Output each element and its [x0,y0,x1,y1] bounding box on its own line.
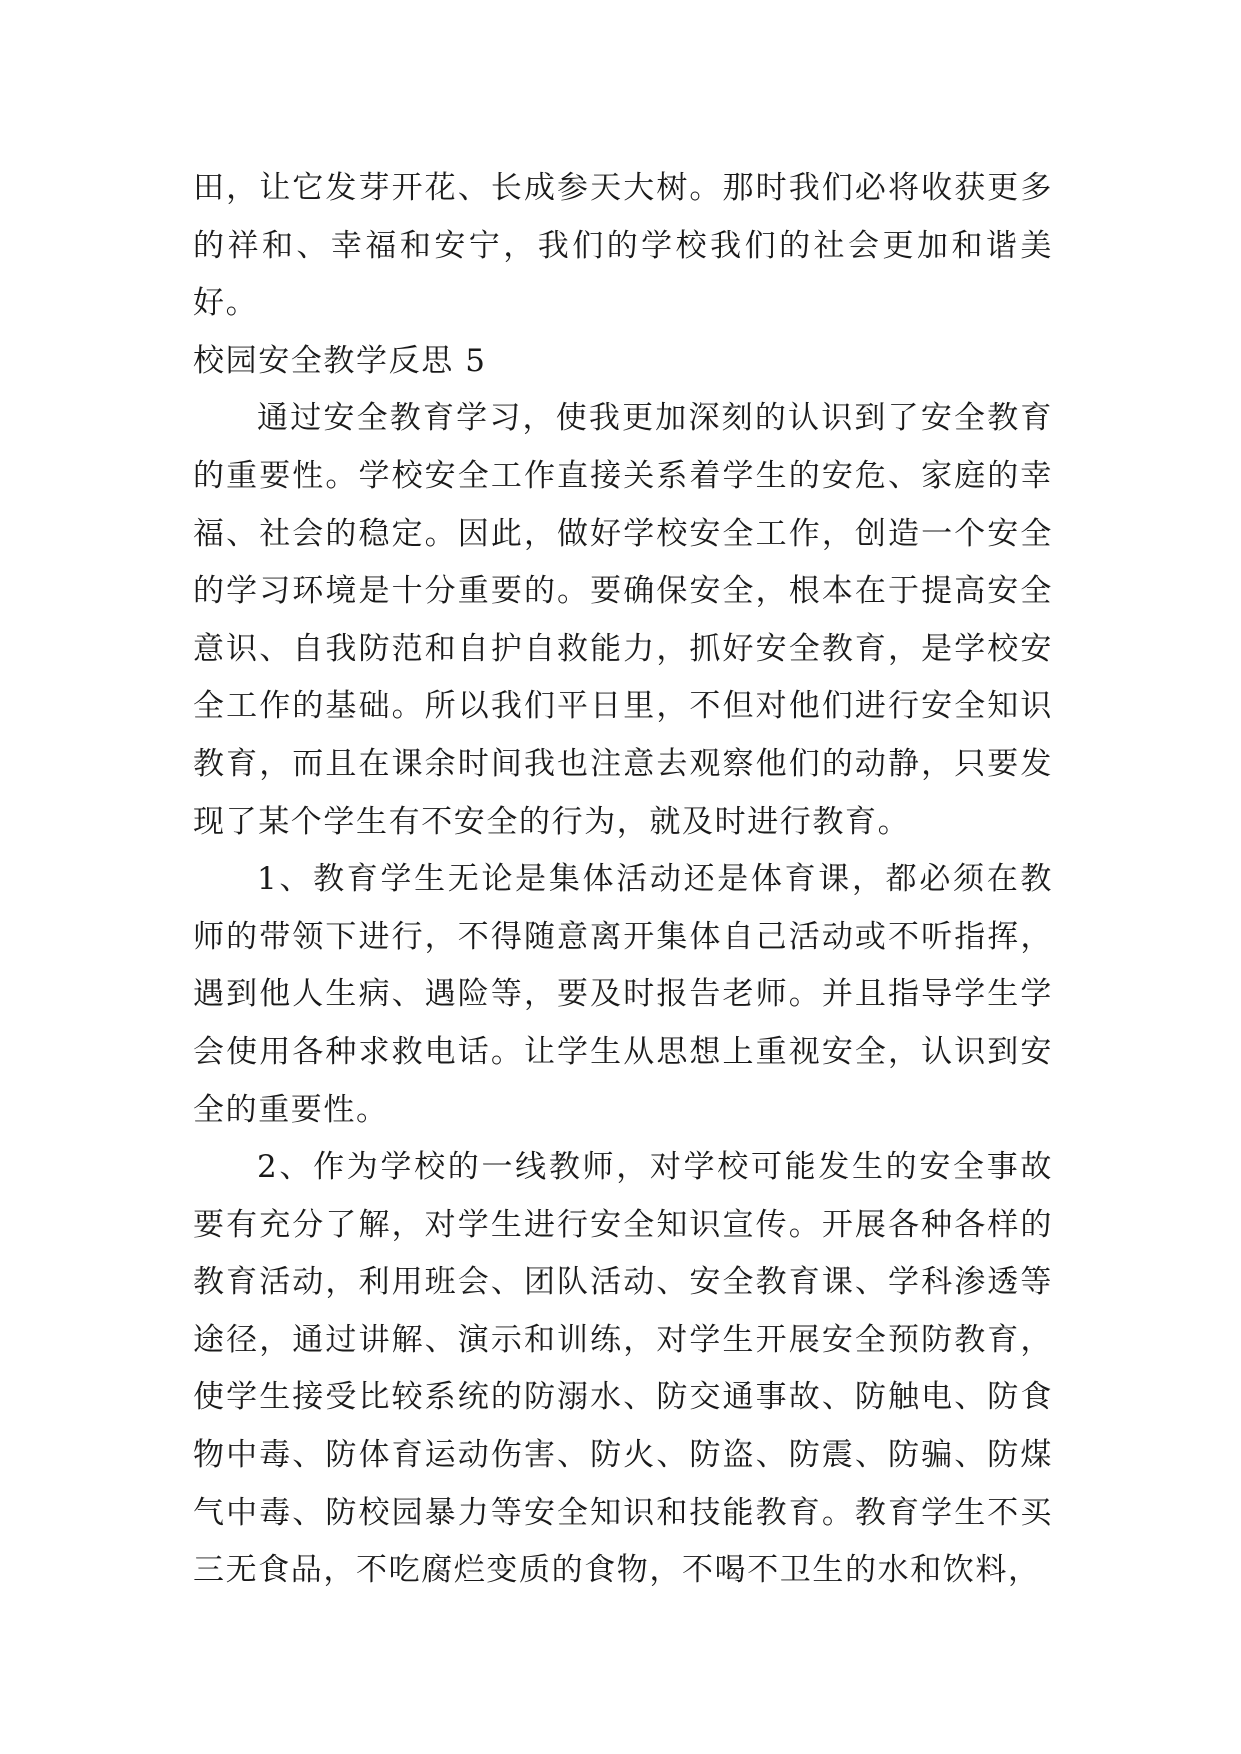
paragraph-intro: 通过安全教育学习，使我更加深刻的认识到了安全教育的重要性。学校安全工作直接关系着学生的安危、家庭的幸福、社会的稳定。因此，做好学校安全工作，创造一个安全的学习环境是十分重要的。要确保安全，根本在于提高安全意识、自我防范和自护自救能力，抓好安全教育，是学校安全工作的基础。所以我们平日里，不但对他们进行安全知识教育，而且在课余时间我也注意去观察他们的动静，只要发现了某个学生有不安全的行为，就及时进行教育。 [193,400,1053,840]
paragraph-point-2: 2、作为学校的一线教师，对学校可能发生的安全事故要有充分了解，对学生进行安全知识宣传。开展各种各样的教育活动，利用班会、团队活动、安全教育课、学科渗透等途径，通过讲解、演示和训练，对学生开展安全预防教育，使学生接受比较系统的防溺水、防交通事故、防触电、防食物中毒、防体育运动伤害、防火、防盗、防震、防骗、防煤气中毒、防校园暴力等安全知识和技能教育。教育学生不买三无食品，不吃腐烂变质的食物，不喝不卫生的水和饮料， [193,1149,1053,1589]
section-heading: 校园安全教学反思 5 [193,342,487,379]
paragraph-continued: 田，让它发芽开花、长成参天大树。那时我们必将收获更多的祥和、幸福和安宁，我们的学校我们的社会更加和谐美好。 [193,170,1053,322]
document-body [193,160,1053,1600]
paragraph-point-1: 1、教育学生无论是集体活动还是体育课，都必须在教师的带领下进行，不得随意离开集体自己活动或不听指挥，遇到他人生病、遇险等，要及时报告老师。并且指导学生学会使用各种求救电话。让学生从思想上重视安全，认识到安全的重要性。 [193,861,1053,1128]
